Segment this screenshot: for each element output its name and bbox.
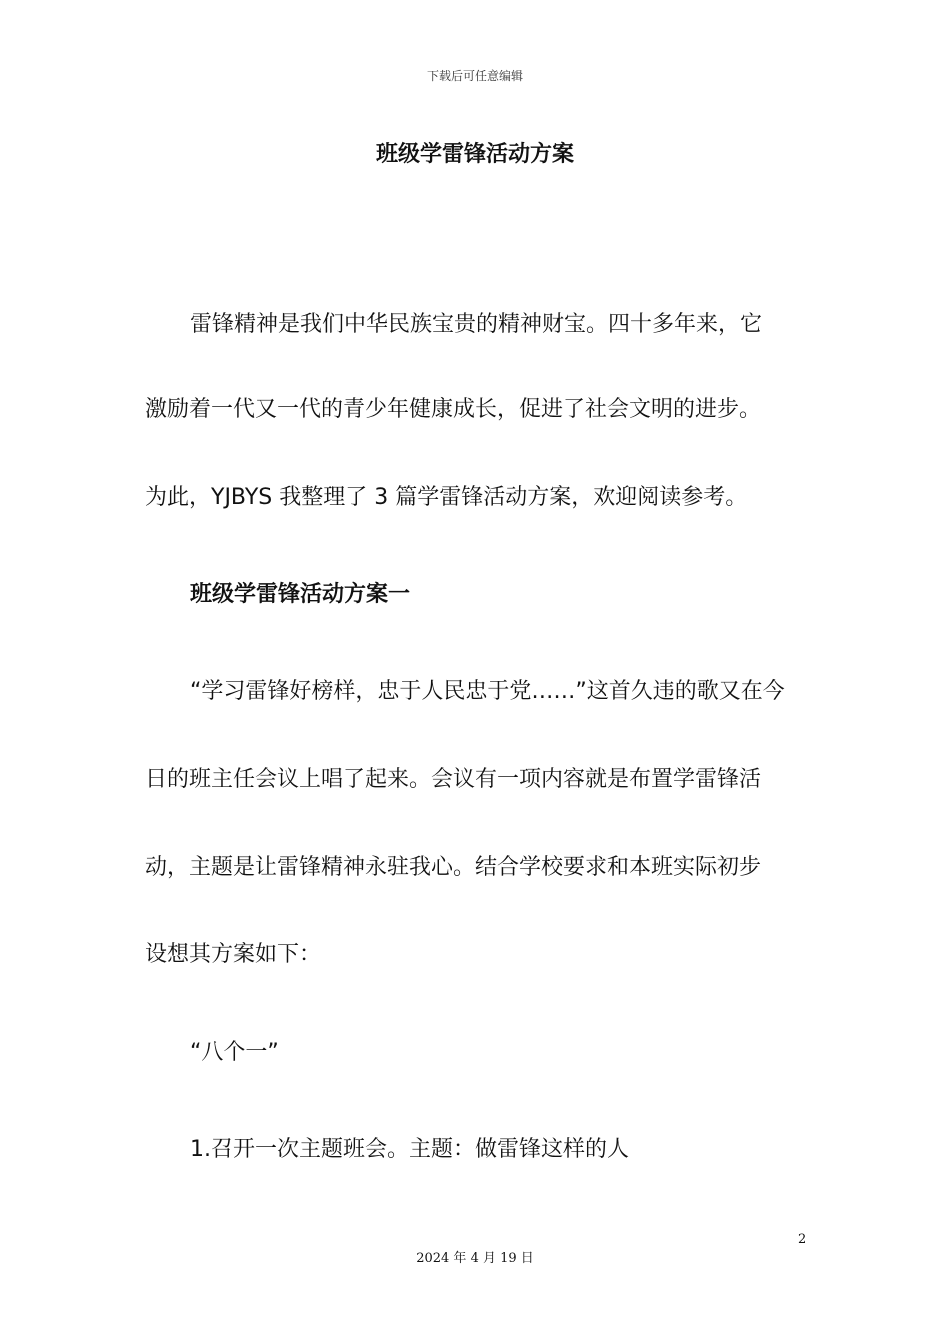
subheading: “八个一”: [190, 1040, 279, 1065]
section-heading: 班级学雷锋活动方案一: [190, 582, 411, 607]
paragraph-line-3: 动，主题是让雷锋精神永驻我心。结合学校要求和本班实际初步: [145, 855, 762, 880]
header-note: 下载后可任意编辑: [426, 69, 523, 83]
intro-line-2: 激励着一代又一代的青少年健康成长，促进了社会文明的进步。: [145, 397, 762, 422]
intro-line-3: 为此，YJBYS 我整理了 3 篇学雷锋活动方案，欢迎阅读参考。: [145, 485, 748, 510]
paragraph-line-2: 日的班主任会议上唱了起来。会议有一项内容就是布置学雷锋活: [145, 767, 762, 792]
page-number: 2: [798, 1232, 807, 1247]
document-title: 班级学雷锋活动方案: [375, 142, 574, 167]
list-item-1: 1.召开一次主题班会。主题：做雷锋这样的人: [190, 1137, 629, 1162]
paragraph-line-4: 设想其方案如下：: [145, 942, 322, 967]
intro-line-1: 雷锋精神是我们中华民族宝贵的精神财宝。四十多年来，它: [190, 312, 763, 337]
footer-date: 2024 年 4 月 19 日: [416, 1251, 534, 1266]
paragraph-line-1: “学习雷锋好榜样，忠于人民忠于党……”这首久违的歌又在今: [190, 679, 785, 704]
